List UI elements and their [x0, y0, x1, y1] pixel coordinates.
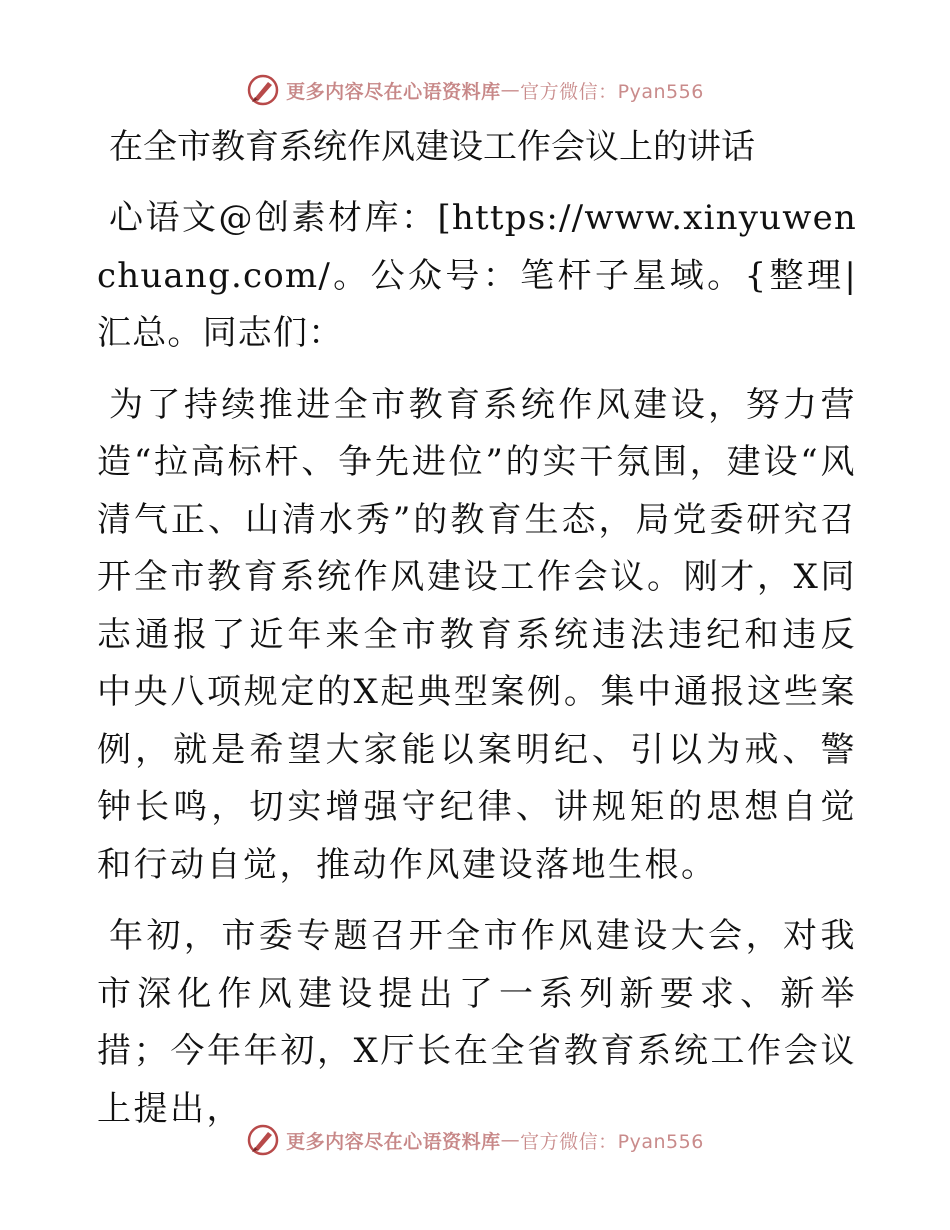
document-paragraph: 心语文@创素材库：[https://www.xinyuwenchuang.com/。公众号：笔杆子星域。{整理|汇总。同志们： [97, 198, 857, 353]
document-paragraph: 年初，市委专题召开全市作风建设大会，对我市深化作风建设提出了一系列新要求、新举措；今年年初，X厅长在全省教育系统工作会议上提出， [97, 916, 857, 1129]
quill-pen-circle-icon [246, 1123, 280, 1157]
banner-separator: — [500, 79, 521, 101]
document-title: 在全市教育系统作风建设工作会议上的讲话 [109, 127, 755, 167]
banner-brand-text: 更多内容尽在心语资料库 [286, 1130, 501, 1153]
banner-wechat-text: 官方微信：Pyan556 [520, 1130, 704, 1153]
banner-separator: — [500, 1129, 521, 1151]
banner-brand-text: 更多内容尽在心语资料库 [286, 80, 501, 103]
banner-wechat-text: 官方微信：Pyan556 [520, 80, 704, 103]
document-paragraph: 为了持续推进全市教育系统作风建设，努力营造“拉高标杆、争先进位”的实干氛围，建设“风清气正、山清水秀”的教育生态，局党委研究召开全市教育系统作风建设工作会议。刚才，X同志通报了近年来全市教育系统违法违纪和违反中央八项规定的X起典型案例。集中通报这些案例，就是希望大家能以案明纪、引以为戒、警钟长鸣，切实增强守纪律、讲规矩的思想自觉和行动自觉，推动作风建设落地生根。 [97, 384, 857, 885]
footer-watermark-banner [0, 1120, 950, 1160]
header-watermark-banner [0, 70, 950, 110]
document-body [97, 118, 857, 1152]
quill-pen-circle-icon [246, 73, 280, 107]
